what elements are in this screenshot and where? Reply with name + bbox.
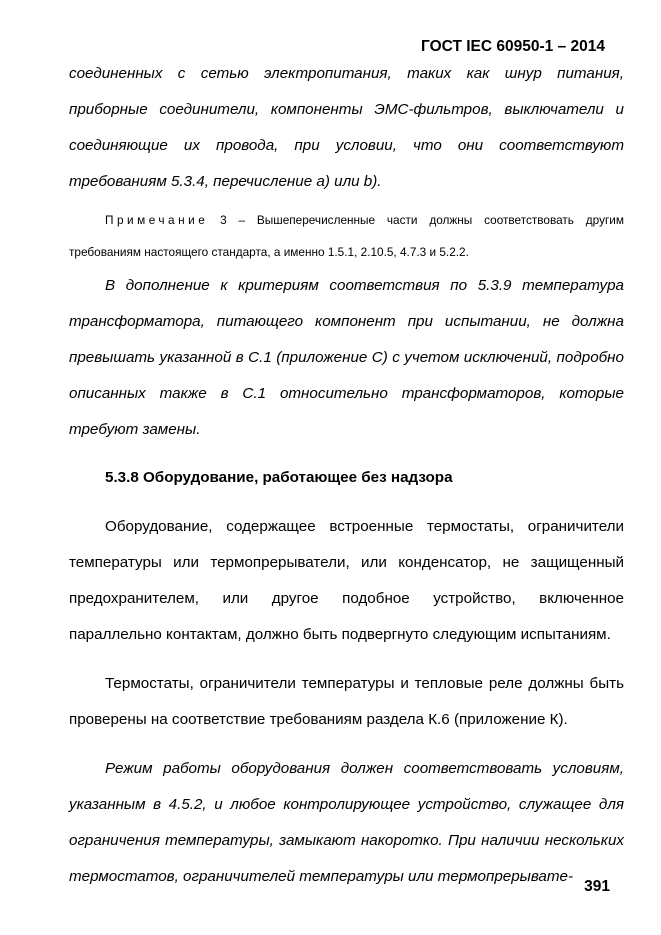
paragraph-compliance: В дополнение к критериям соответствия по 5.3.9 температура трансформатора, питающего компонент при испытании, не должна превышать указанной в С.1 (приложение С) с учетом исключений, подробно описанных также в С.1 относительно трансформаторов, которые требуют замены. [69,277,624,438]
paragraph-equipment: Оборудование, содержащее встроенные термостаты, ограничители температуры или термопрерыватели, или конденсатор, не защищенный предохранителем, или другое подобное устройство, включенное параллельно контактам, должно быть подвергнуто следующим испытаниям. [69,518,624,643]
page-number: 391 [584,878,610,895]
paragraph-continuation: соединенных с сетью электропитания, таких как шнур питания, приборные соединители, компоненты ЭМС-фильтров, выключатели и соединяющие их провода, при условии, что они соответствуют требованиям 5.3.4, перечисление а) или b). [69,65,624,190]
paragraph-operating-mode: Режим работы оборудования должен соответствовать условиям, указанным в 4.5.2, и любое контролирующее устройство, служащее для ограничения температуры, замыкают накоротко. При наличии нескольких термостатов, ограничителей температуры или термопрерывате- [69,760,624,885]
note-label: Примечание [105,213,209,227]
paragraph-thermostats: Термостаты, ограничители температуры и тепловые реле должны быть проверены на соответствие требованиям раздела К.6 (приложение К). [69,675,624,728]
note-text: 3 – Вышеперечисленные части должны соответствовать другим требованиям настоящего стандарта, а именно 1.5.1, 2.10.5, 4.7.3 и 5.2.2. [69,213,624,259]
page-body [69,56,624,895]
note-3 [69,204,624,268]
section-heading: 5.3.8 Оборудование, работающее без надзора [105,469,453,486]
document-header: ГОСТ IEC 60950-1 – 2014 [421,38,605,55]
